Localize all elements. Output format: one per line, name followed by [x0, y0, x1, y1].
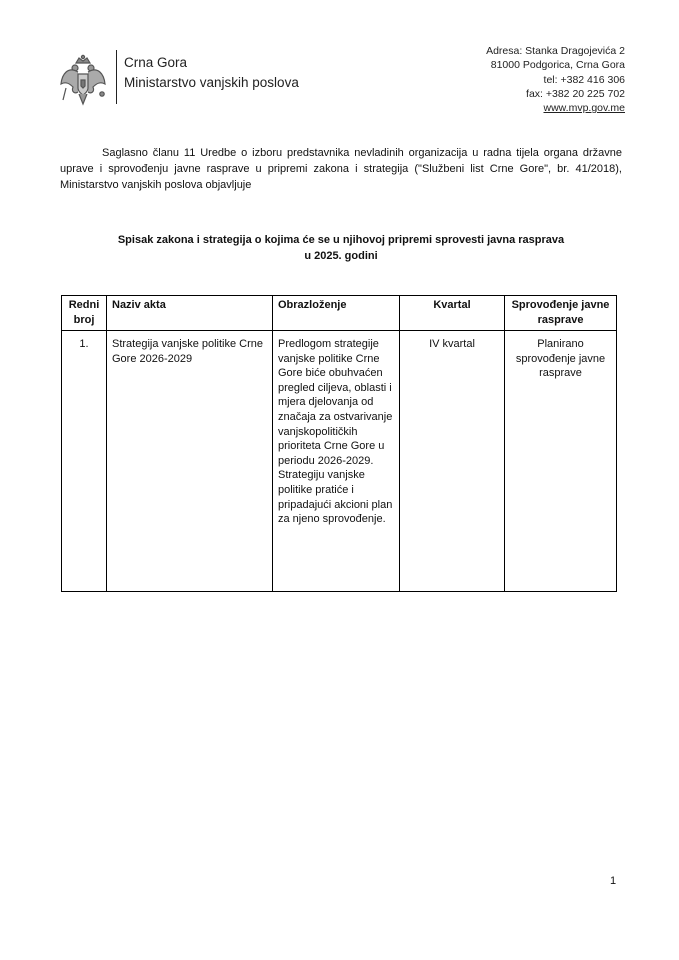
country-name: Crna Gora [124, 55, 188, 70]
table-row [62, 331, 617, 592]
table-header-row [62, 296, 617, 331]
intro-paragraph [60, 145, 622, 193]
col-header-number: Redni broj [62, 296, 107, 331]
intro-text: Saglasno članu 11 Uredbe o izboru predstavnika nevladinih organizacija u radna tijela organa državne uprave i sprovođenju javne rasprave u pripremi zakona i strategija ("Službeni list Crne Gore", br. 41/2018), Ministarstvo vanjskih poslova objavljuje [60, 147, 622, 191]
organization-block [124, 53, 299, 93]
cell-number: 1. [62, 331, 107, 592]
coat-of-arms-icon [58, 54, 108, 110]
col-header-quarter: Kvartal [400, 296, 505, 331]
header-divider [116, 50, 117, 104]
cell-name: Strategija vanjske politike Crne Gore 2026-2029 [107, 331, 273, 592]
address-tel: tel: +382 416 306 [543, 73, 625, 86]
col-header-debate: Sprovođenje javne rasprave [505, 296, 617, 331]
col-header-explanation: Obrazloženje [273, 296, 400, 331]
col-header-name: Naziv akta [107, 296, 273, 331]
address-street: Adresa: Stanka Dragojevića 2 [486, 45, 625, 57]
address-block [486, 44, 625, 115]
document-title [60, 232, 622, 264]
cell-debate: Planirano sprovođenje javne rasprave [505, 331, 617, 592]
address-fax: fax: +382 20 225 702 [526, 87, 625, 100]
ministry-name: Ministarstvo vanjskih poslova [124, 75, 299, 90]
page-number: 1 [610, 875, 617, 887]
cell-explanation: Predlogom strategije vanjske politike Crne Gore biće obuhvaćen pregled ciljeva, oblasti i mjera djelovanja od značaja za ostvarivanje vanjskopolitičkih prioriteta Crne Gore u periodu 2026-2029. Strategiju vanjske politike pratiće i pripadajući akcioni plan za njeno sprovođenje. [273, 331, 400, 592]
website-link[interactable]: www.mvp.gov.me [543, 102, 625, 115]
title-line-1: Spisak zakona i strategija o kojima će se u njihovoj pripremi sprovesti javna rasprava [117, 234, 565, 246]
title-line-2: u 2025. godini [304, 250, 378, 262]
address-city: 81000 Podgorica, Crna Gora [490, 59, 625, 72]
cell-quarter: IV kvartal [400, 331, 505, 592]
laws-table [61, 295, 617, 592]
